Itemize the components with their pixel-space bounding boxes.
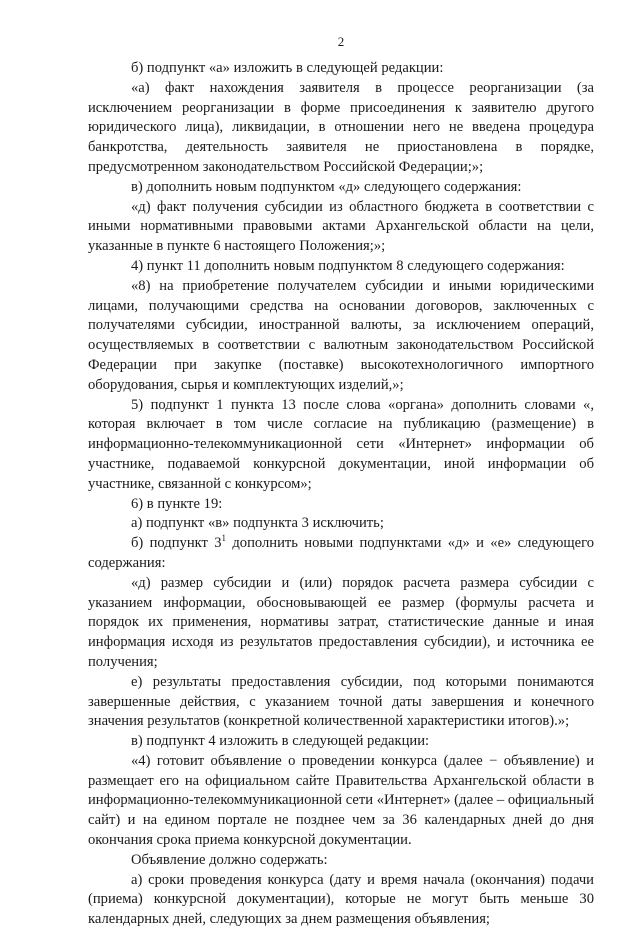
paragraph-point-11-amend: 4) пункт 11 дополнить новым подпунктом 8 следующего содержания:	[131, 257, 565, 274]
paragraph-point-19-heading: 6) в пункте 19:	[131, 495, 223, 512]
paragraph-subpoint-3-1-amend	[88, 534, 594, 574]
paragraph-subpoint-d-text: «д) факт получения субсидии из областного бюджета в соответствии с иными нормативными правовыми актами Архангельской области на цели, указанные в пункте 6 настоящего Положения;»;	[88, 198, 594, 255]
paragraph-subpoint-3-1-before: б) подпункт 3	[131, 535, 222, 552]
superscript-index: 1	[221, 533, 227, 544]
paragraph-subpoint-d-subsidy-size: «д) размер субсидии и (или) порядок расчета размера субсидии с указанием информации, обосновывающей ее размер (формулы расчета и порядок их применения, нормативы затрат, статистические данные и иная информация исходя из результатов предоставления субсидии), и источника ее получения;	[88, 574, 594, 670]
paragraph-subpoint-3-1-after: дополнить новыми подпунктами «д» и «е» следующего содержания:	[88, 535, 594, 571]
paragraph-amend-subpoint-a: б) подпункт «а» изложить в следующей редакции:	[131, 60, 444, 76]
page-number: 2	[337, 34, 345, 49]
paragraph-subpoint-a-text: «а) факт нахождения заявителя в процессе реорганизации (за исключением реорганизации в форме присоединения к заявителю другого юридического лица), ликвидации, в отношении него не введена процедура банкротства, деятельность заявителя не приостановлена в порядке, предусмотренном законодательством Российской Федерации;»;	[88, 79, 594, 175]
paragraph-point-13-amend: 5) подпункт 1 пункта 13 после слова «органа» дополнить словами «, которая включает в том числе согласие на публикацию (размещение) в информационно-телекоммуникационной сети «Интернет» информации об участнике, подаваемой конкурсной документации, иной информации об участнике, связанной с конкурсом»;	[88, 396, 594, 492]
paragraph-amend-subpoint-4: в) подпункт 4 изложить в следующей редакции:	[131, 733, 430, 750]
paragraph-contest-deadlines: а) сроки проведения конкурса (дату и время начала (окончания) подачи (приема) конкурсной документации), которые не могут быть меньше 30 календарных дней, следующих за днем размещения объявления;	[88, 871, 594, 928]
paragraph-subpoint-4-text: «4) готовит объявление о проведении конкурса (далее − объявление) и размещает его на официальном сайте Правительства Архангельской области в информационно-телекоммуникационной сети «Интернет» (далее – официальный сайт) и на едином портале не позднее чем за 36 календарных дней до дня окончания срока приема конкурсной документации.	[88, 752, 595, 849]
document-page	[88, 34, 594, 930]
paragraph-exclude-subpoint-v: а) подпункт «в» подпункта 3 исключить;	[131, 515, 384, 532]
paragraph-subpoint-e-results: е) результаты предоставления субсидии, под которыми понимаются завершенные действия, с указанием точной даты завершения и конечного значения результатов (конкретной количественной характеристики итогов).»;	[88, 673, 594, 730]
paragraph-add-subpoint-d: в) дополнить новым подпунктом «д» следующего содержания:	[131, 178, 522, 195]
paragraph-announcement-contents: Объявление должно содержать:	[131, 851, 328, 868]
paragraph-subpoint-8-text: «8) на приобретение получателем субсидии и иными юридическими лицами, получающими средства на основании договоров, заключенных с получателями субсидии, иностранной валюты, за исключением операций, осуществляемых в соответствии с валютным законодательством Российской Федерации при закупке (поставке) высокотехнологичного импортного оборудования, сырья и комплектующих изделий,»;	[88, 277, 594, 393]
